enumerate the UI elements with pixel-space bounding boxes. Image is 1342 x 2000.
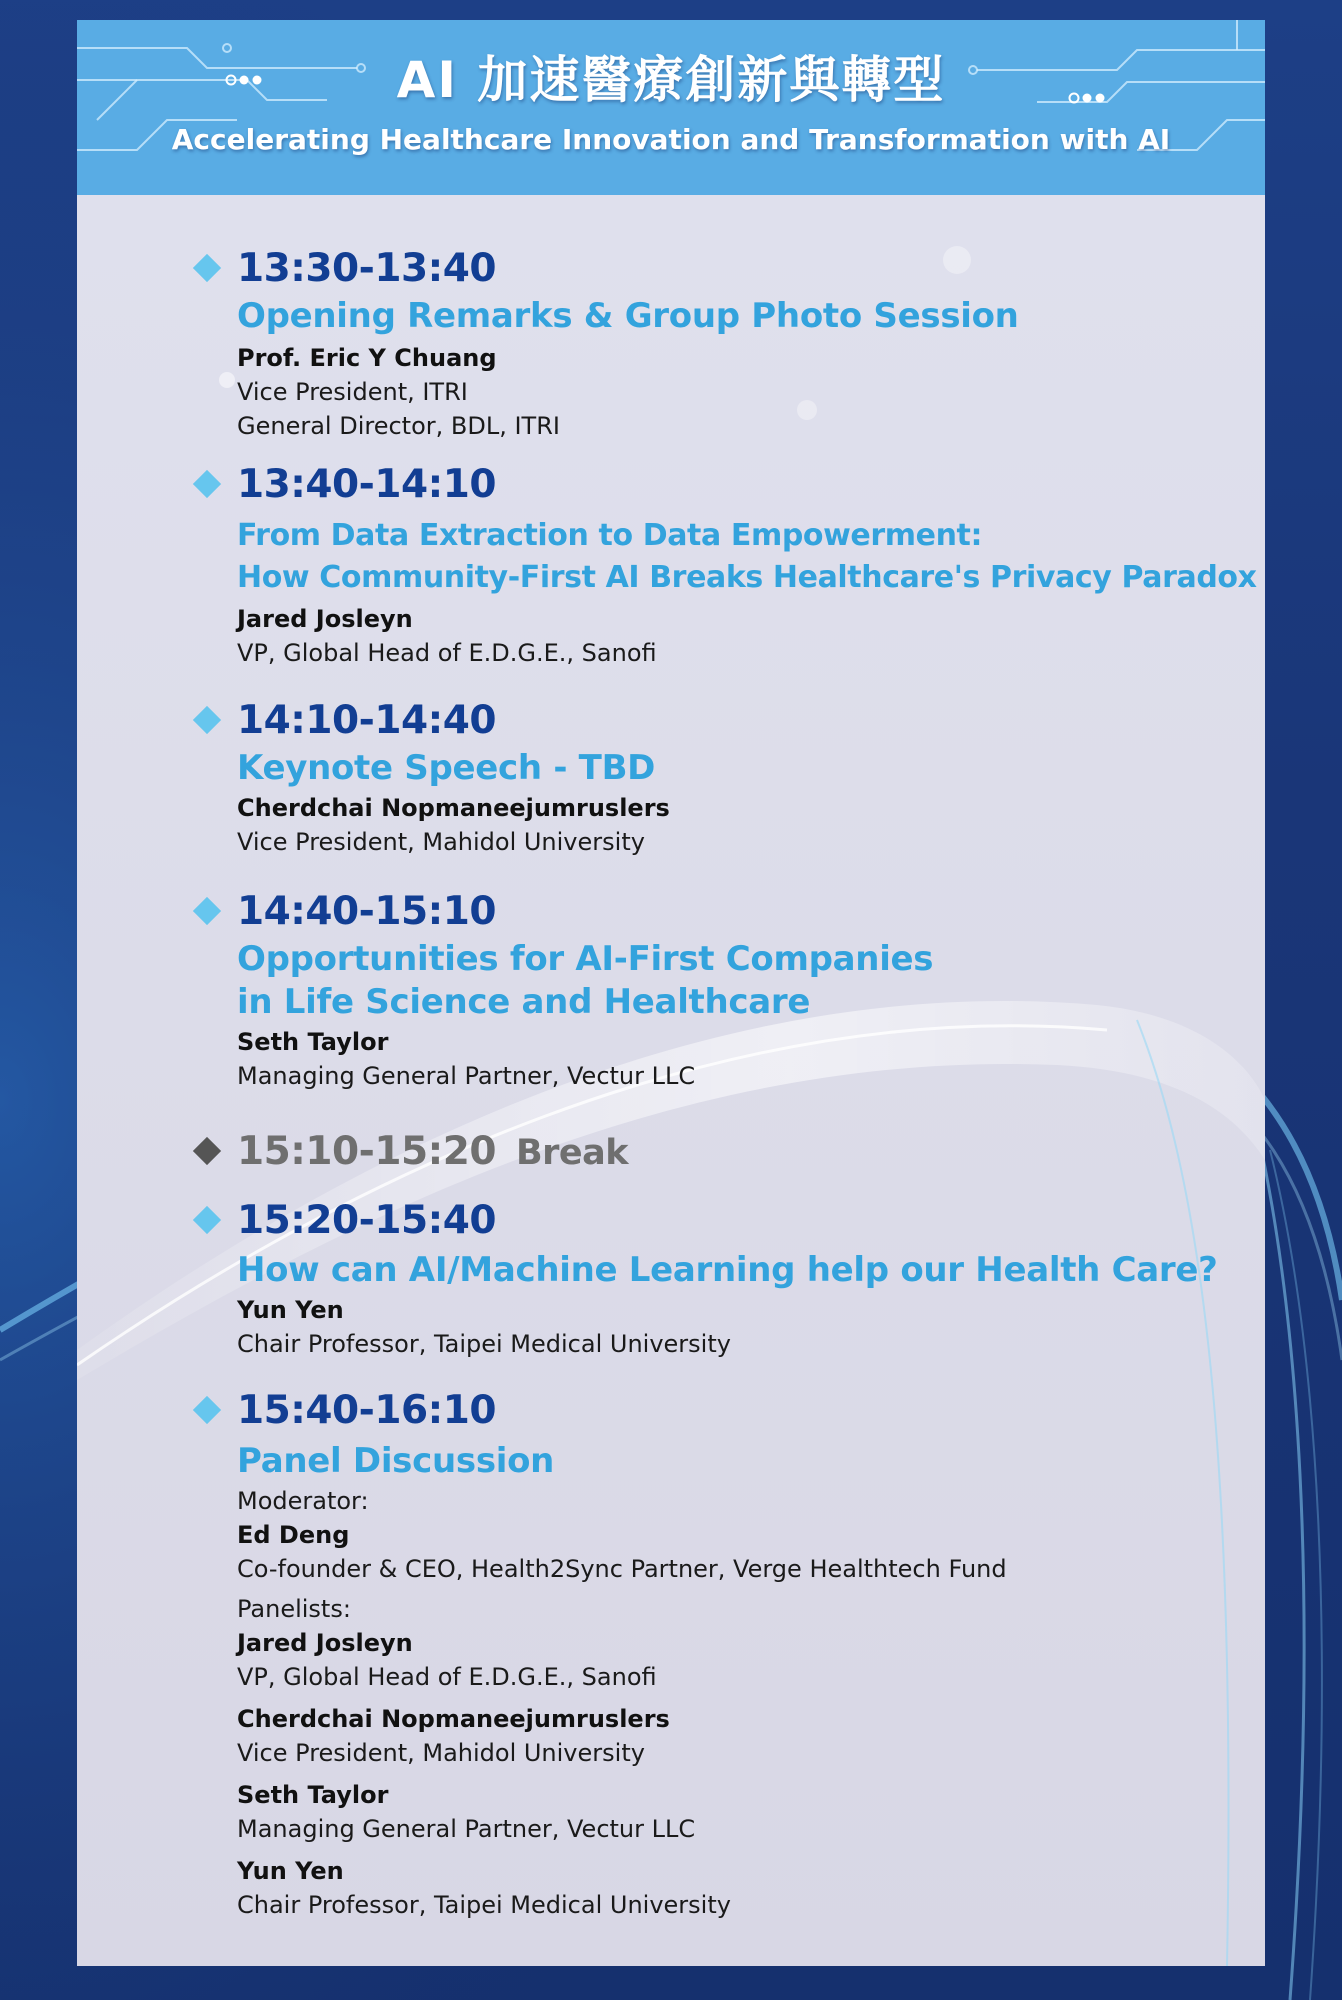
panelist-name: Seth Taylor (237, 1781, 389, 1809)
speaker-name: Prof. Eric Y Chuang (237, 344, 497, 372)
session-time: 15:40-16:10 (237, 1388, 496, 1433)
speaker-role: Chair Professor, Taipei Medical University (237, 1330, 731, 1358)
speaker-role: General Director, BDL, ITRI (237, 412, 560, 440)
panelist-name: Yun Yen (237, 1857, 344, 1885)
event-title-chinese: AI 加速醫療創新與轉型 (396, 51, 946, 109)
session-time: 15:10-15:20 (237, 1129, 496, 1174)
speaker-role: Managing General Partner, Vectur LLC (237, 1062, 696, 1090)
speaker-role: Vice President, Mahidol University (237, 828, 645, 856)
speaker-role: VP, Global Head of E.D.G.E., Sanofi (237, 639, 657, 667)
session-title: Opportunities for AI-First Companies (237, 939, 934, 979)
event-header (77, 20, 1265, 195)
session-title: Panel Discussion (237, 1441, 555, 1481)
panelist-role: Chair Professor, Taipei Medical University (237, 1891, 731, 1919)
moderator-name: Ed Deng (237, 1521, 350, 1549)
panelist-role: VP, Global Head of E.D.G.E., Sanofi (237, 1663, 657, 1691)
panelist-name: Cherdchai Nopmaneejumruslers (237, 1705, 670, 1733)
agenda-panel (77, 20, 1265, 1966)
panelist-role: Vice President, Mahidol University (237, 1739, 645, 1767)
session-title: Keynote Speech - TBD (237, 748, 656, 788)
session-time: 13:30-13:40 (237, 246, 496, 291)
session-time: 13:40-14:10 (237, 462, 496, 507)
break-label: Break (515, 1133, 629, 1173)
speaker-name: Cherdchai Nopmaneejumruslers (237, 794, 670, 822)
panelists-label: Panelists: (237, 1595, 351, 1623)
moderator-label: Moderator: (237, 1487, 369, 1515)
speaker-name: Yun Yen (237, 1296, 344, 1324)
panelist-name: Jared Josleyn (237, 1629, 413, 1657)
break-time-row (237, 1128, 1237, 1177)
speaker-role: Vice President, ITRI (237, 378, 468, 406)
session-time: 14:40-15:10 (237, 889, 496, 934)
session-title: Opening Remarks & Group Photo Session (237, 296, 1019, 336)
session-title: in Life Science and Healthcare (237, 982, 811, 1022)
session-title: How Community-First AI Breaks Healthcare's Privacy Paradox (237, 560, 1257, 595)
speaker-name: Jared Josleyn (237, 605, 413, 633)
speaker-name: Seth Taylor (237, 1028, 389, 1056)
panelist-role: Managing General Partner, Vectur LLC (237, 1815, 696, 1843)
session-title: How can AI/Machine Learning help our Health Care? (237, 1250, 1218, 1290)
event-title-english: Accelerating Healthcare Innovation and Transformation with AI (171, 123, 1171, 156)
moderator-role: Co-founder & CEO, Health2Sync Partner, Verge Healthtech Fund (237, 1555, 1007, 1583)
session-time: 15:20-15:40 (237, 1198, 496, 1243)
session-time: 14:10-14:40 (237, 698, 496, 743)
session-title: From Data Extraction to Data Empowerment: (237, 518, 983, 553)
